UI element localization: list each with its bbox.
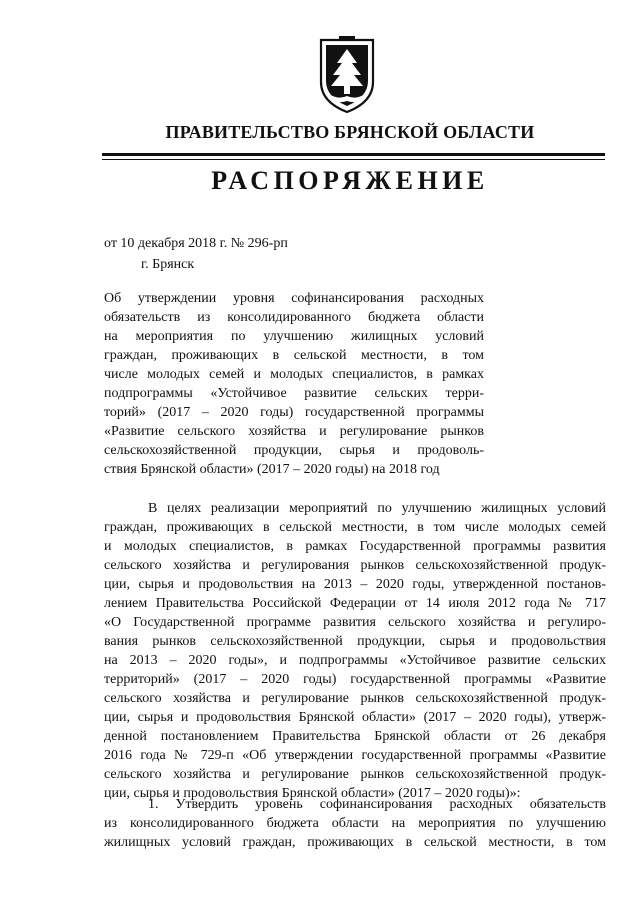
body-line: из консолидированного бюджета области на мероприятия по улучшению [104,816,606,831]
body-line: и молодых специалистов, в рамках Государственной программы развития [104,539,606,554]
body-line: лением Правительства Российской Федерации от 14 июля 2012 года № 717 [104,596,606,611]
document-subject [104,289,484,479]
subject-line: Об утверждении уровня софинансирования расходных [104,291,484,306]
body-line: граждан, проживающих в сельской местности, в том числе молодых семей [104,520,606,535]
body-line: 2016 года № 729-п «Об утверждении государственной программы «Развитие [104,748,606,763]
document-city: г. Брянск [141,257,195,272]
subject-line: числе молодых семей и молодых специалистов, в рамках [104,367,484,382]
body-paragraph-preamble [104,499,606,803]
body-line: сельского хозяйства и регулирование рынков сельскохозяйственной продук- [104,767,606,782]
body-line: 1. Утвердить уровень софинансирования расходных обязательств [148,797,606,812]
header-divider-thick [102,153,605,156]
subject-line: обязательств из консолидированного бюджета области [104,310,484,325]
organization-title: ПРАВИТЕЛЬСТВО БРЯНСКОЙ ОБЛАСТИ [165,122,535,142]
subject-line: торий» (2017 – 2020 годы) государственной программы [104,405,484,420]
body-line: сельского хозяйства и регулирование рынков сельскохозяйственной продук- [104,691,606,706]
body-line: территорий» (2017 – 2020 годы) государственной программы «Развитие [104,672,606,687]
subject-line: ствия Брянской области» (2017 – 2020 годы) на 2018 год [104,462,440,477]
body-line: сельского хозяйства и регулирования рынков сельскохозяйственной продук- [104,558,606,573]
body-line: денной постановлением Правительства Брянской области от 26 декабря [104,729,606,744]
subject-line: сельскохозяйственной продукции, сырья и продоволь- [104,443,484,458]
document-date-number: от 10 декабря 2018 г. № 296-рп [104,236,288,251]
body-line: В целях реализации мероприятий по улучшению жилищных условий [148,501,606,516]
subject-line: на мероприятия по улучшению жилищных условий [104,329,484,344]
body-line: «О Государственной программе развития сельского хозяйства и регулиро- [104,615,606,630]
body-line: на 2013 – 2020 годы», и подпрограммы «Устойчивое развитие сельских [104,653,606,668]
body-line: вания рынков сельскохозяйственной продукции, сырья и продовольствия [104,634,606,649]
body-line: ции, сырья и продовольствия на 2013 – 2020 годы, утвержденной постанов- [104,577,606,592]
body-line: ции, сырья и продовольствия Брянской области» (2017 – 2020 годы)»: [104,786,521,801]
body-line: жилищных условий граждан, проживающих в сельской местности, в том [104,835,606,850]
bryansk-coat-of-arms-icon [317,36,377,116]
subject-line: граждан, проживающих в сельской местности, в том [104,348,484,363]
document-type-heading: РАСПОРЯЖЕНИЕ [211,166,489,195]
subject-line: «Развитие сельского хозяйства и регулирование рынков [104,424,484,439]
subject-line: подпрограммы «Устойчивое развитие сельских терри- [104,386,484,401]
header-divider-thin [102,159,605,160]
body-line: ции, сырья и продовольствия Брянской области» (2017 – 2020 годы), утверж- [104,710,606,725]
body-paragraph-item-1 [104,795,606,852]
